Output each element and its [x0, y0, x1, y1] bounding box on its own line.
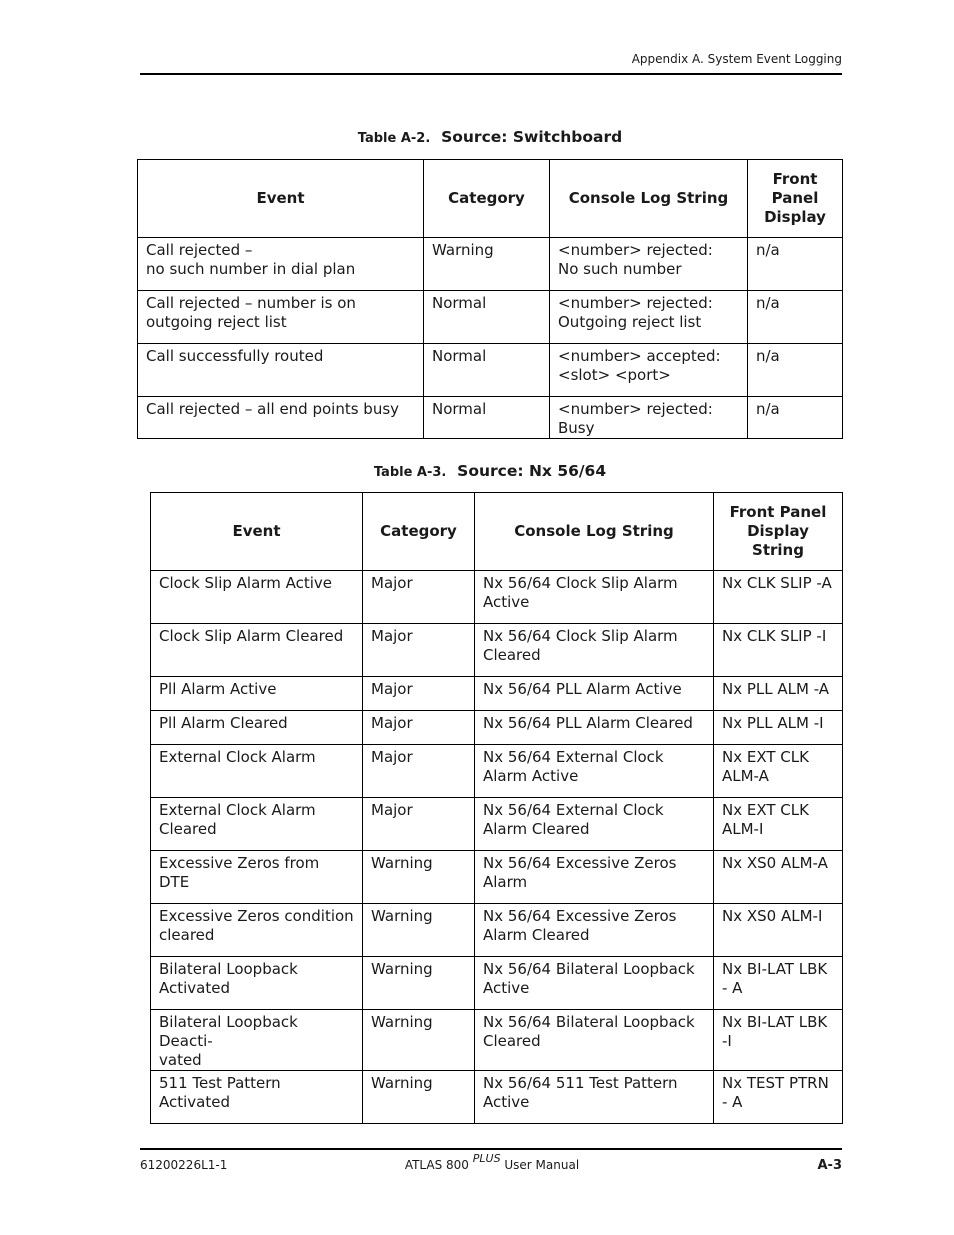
column-header: Console Log String [550, 160, 748, 238]
table-cell: Warning [363, 1071, 475, 1124]
table-cell: n/a [748, 238, 843, 291]
table-cell: Nx 56/64 Clock Slip Alarm Active [475, 571, 714, 624]
table-a3-caption [0, 462, 954, 480]
table-cell: 511 Test Pattern Activated [151, 1071, 363, 1124]
table-row [151, 798, 843, 851]
column-header: Category [424, 160, 550, 238]
table-row [151, 1071, 843, 1124]
table-cell: Call rejected – no such number in dial plan [138, 238, 424, 291]
table-a3-label: Table A-3. [373, 465, 447, 480]
table-cell: External Clock Alarm [151, 745, 363, 798]
table-cell: Call rejected – all end points busy [138, 397, 424, 439]
table-cell: Nx CLK SLIP -I [714, 624, 843, 677]
table-row [151, 745, 843, 798]
table-cell: Nx 56/64 511 Test Pattern Active [475, 1071, 714, 1124]
column-header: Front Panel Display String [714, 493, 843, 571]
table-cell: Nx BI-LAT LBK - A [714, 957, 843, 1010]
table-cell: Nx 56/64 External Clock Alarm Cleared [475, 798, 714, 851]
table-cell: Normal [424, 344, 550, 397]
table-row [151, 851, 843, 904]
table-cell: Major [363, 571, 475, 624]
table-cell: Major [363, 677, 475, 711]
table-cell: <number> accepted: <slot> <port> [550, 344, 748, 397]
table-cell: <number> rejected: Busy [550, 397, 748, 439]
table-cell: <number> rejected: No such number [550, 238, 748, 291]
table-cell: Major [363, 711, 475, 745]
nx-56-64-table [150, 492, 843, 1124]
header-rule [140, 73, 842, 75]
table-cell: Clock Slip Alarm Active [151, 571, 363, 624]
page-number: A-3 [817, 1158, 842, 1173]
table-cell: Nx 56/64 Bilateral Loopback Active [475, 957, 714, 1010]
column-header: Event [138, 160, 424, 238]
column-header: Front Panel Display [748, 160, 843, 238]
document-number: 61200226L1-1 [140, 1158, 228, 1172]
table-cell: Nx PLL ALM -A [714, 677, 843, 711]
table-cell: Warning [363, 957, 475, 1010]
table-cell: Nx BI-LAT LBK -I [714, 1010, 843, 1071]
table-cell: Nx EXT CLK ALM-A [714, 745, 843, 798]
table-cell: Warning [424, 238, 550, 291]
table-cell: Nx 56/64 PLL Alarm Cleared [475, 711, 714, 745]
table-cell: Nx CLK SLIP -A [714, 571, 843, 624]
table-cell: Excessive Zeros condition cleared [151, 904, 363, 957]
table-cell: Normal [424, 397, 550, 439]
table-a2-caption [0, 128, 954, 146]
column-header: Category [363, 493, 475, 571]
table-row [138, 397, 843, 439]
table-cell: Pll Alarm Active [151, 677, 363, 711]
table-cell: Nx 56/64 Clock Slip Alarm Cleared [475, 624, 714, 677]
table-a3-title: Source: Nx 56/64 [457, 462, 607, 480]
table-cell: Excessive Zeros from DTE [151, 851, 363, 904]
table-row [151, 904, 843, 957]
table-cell: External Clock Alarm Cleared [151, 798, 363, 851]
product-name: ATLAS 800 [404, 1158, 469, 1172]
table-cell: Nx XS0 ALM-A [714, 851, 843, 904]
manual-label: User Manual [504, 1158, 580, 1172]
table-cell: Warning [363, 851, 475, 904]
table-cell: <number> rejected: Outgoing reject list [550, 291, 748, 344]
switchboard-table [137, 159, 843, 439]
table-row [151, 957, 843, 1010]
table-cell: n/a [748, 397, 843, 439]
table-row [138, 344, 843, 397]
table-cell: Bilateral Loopback Deacti- vated [151, 1010, 363, 1071]
table-cell: Nx EXT CLK ALM-I [714, 798, 843, 851]
table-cell: Nx 56/64 External Clock Alarm Active [475, 745, 714, 798]
table-cell: Clock Slip Alarm Cleared [151, 624, 363, 677]
column-header: Event [151, 493, 363, 571]
table-a2-label: Table A-2. [357, 131, 431, 146]
manual-title [15, 1152, 954, 1172]
table-row [151, 624, 843, 677]
table-cell: Nx 56/64 Bilateral Loopback Cleared [475, 1010, 714, 1071]
table-row [151, 711, 843, 745]
table-cell: Major [363, 624, 475, 677]
table-cell: Bilateral Loopback Activated [151, 957, 363, 1010]
table-row [138, 291, 843, 344]
table-header-row [138, 160, 843, 238]
table-cell: Nx TEST PTRN - A [714, 1071, 843, 1124]
table-cell: Nx 56/64 Excessive Zeros Alarm [475, 851, 714, 904]
product-suffix: PLUS [472, 1152, 501, 1165]
column-header: Console Log String [475, 493, 714, 571]
footer-rule [140, 1148, 842, 1150]
table-row [151, 1010, 843, 1071]
table-a2-title: Source: Switchboard [441, 128, 623, 146]
table-header-row [151, 493, 843, 571]
table-cell: Normal [424, 291, 550, 344]
table-cell: Warning [363, 1010, 475, 1071]
table-cell: Major [363, 745, 475, 798]
table-cell: n/a [748, 291, 843, 344]
table-cell: n/a [748, 344, 843, 397]
table-cell: Pll Alarm Cleared [151, 711, 363, 745]
table-cell: Nx 56/64 PLL Alarm Active [475, 677, 714, 711]
table-cell: Nx PLL ALM -I [714, 711, 843, 745]
table-cell: Call rejected – number is on outgoing reject list [138, 291, 424, 344]
running-header: Appendix A. System Event Logging [631, 52, 842, 66]
table-cell: Nx 56/64 Excessive Zeros Alarm Cleared [475, 904, 714, 957]
table-row [138, 238, 843, 291]
table-cell: Warning [363, 904, 475, 957]
table-cell: Major [363, 798, 475, 851]
table-cell: Nx XS0 ALM-I [714, 904, 843, 957]
table-cell: Call successfully routed [138, 344, 424, 397]
table-row [151, 677, 843, 711]
table-row [151, 571, 843, 624]
